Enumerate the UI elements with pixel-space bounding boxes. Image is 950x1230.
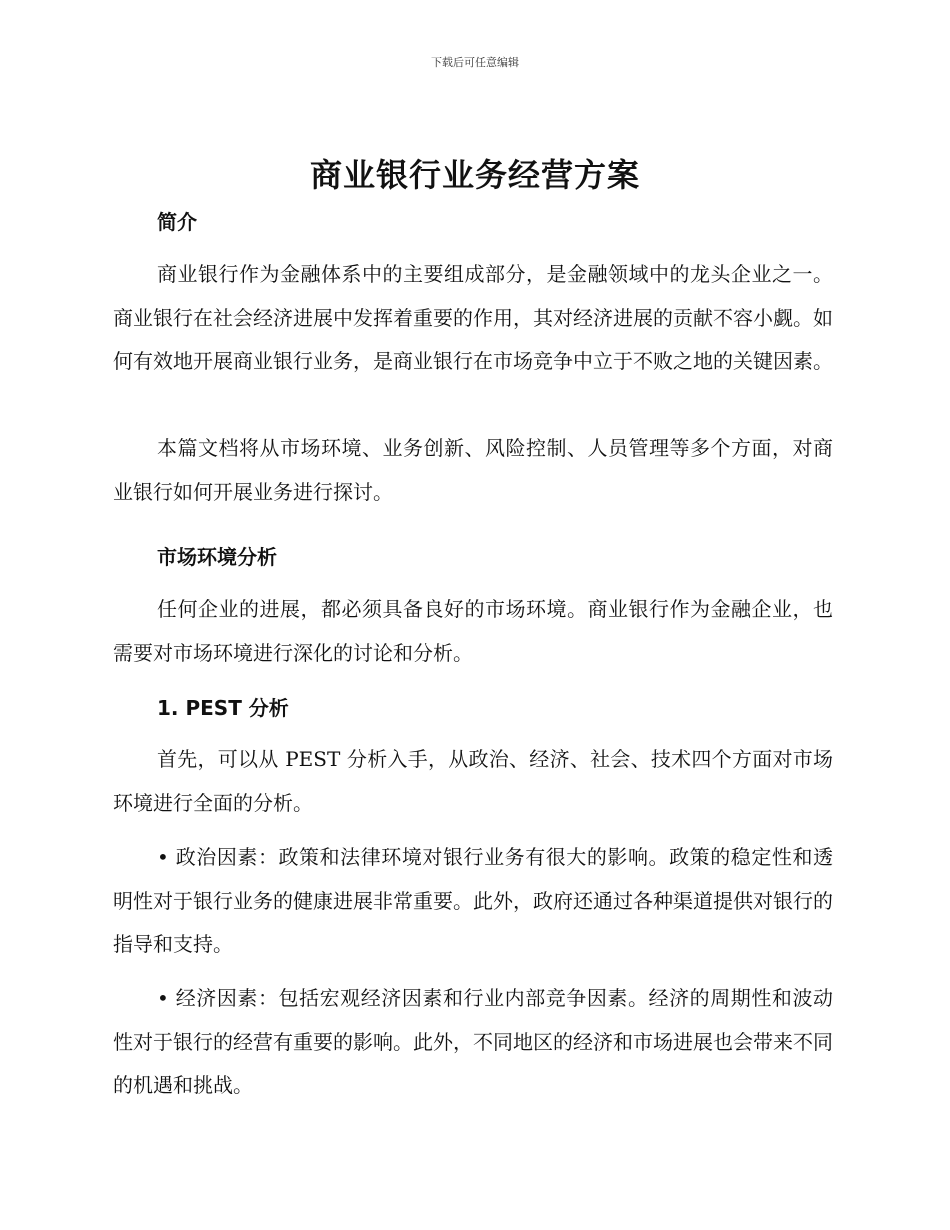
heading-pest: 1. PEST 分析 (157, 696, 289, 720)
paragraph-pest-political: • 政治因素：政策和法律环境对银行业务有很大的影响。政策的稳定性和透明性对于银行业务的健康进展非常重要。此外，政府还通过各种渠道提供对银行的指导和支持。 (113, 845, 833, 956)
heading-intro: 简介 (157, 210, 197, 234)
paragraph-intro-2: 本篇文档将从市场环境、业务创新、风险控制、人员管理等多个方面，对商业银行如何开展业务进行探讨。 (113, 436, 833, 504)
paragraph-market-1: 任何企业的进展，都必须具备良好的市场环境。商业银行作为金融企业，也需要对市场环境进行深化的讨论和分析。 (113, 597, 833, 665)
paragraph-intro-1: 商业银行作为金融体系中的主要组成部分，是金融领域中的龙头企业之一。商业银行在社会经济进展中发挥着重要的作用，其对经济进展的贡献不容小觑。如何有效地开展商业银行业务，是商业银行在市场竞争中立于不败之地的关键因素。 (113, 262, 833, 373)
heading-market-analysis: 市场环境分析 (157, 545, 277, 569)
document-title: 商业银行业务经营方案 (309, 156, 640, 194)
paragraph-pest-1: 首先，可以从 PEST 分析入手，从政治、经济、社会、技术四个方面对市场环境进行全面的分析。 (113, 747, 833, 815)
page-header-note: 下载后可任意编辑 (431, 56, 519, 69)
paragraph-pest-economic: • 经济因素：包括宏观经济因素和行业内部竞争因素。经济的周期性和波动性对于银行的经营有重要的影响。此外，不同地区的经济和市场进展也会带来不同的机遇和挑战。 (113, 986, 833, 1097)
